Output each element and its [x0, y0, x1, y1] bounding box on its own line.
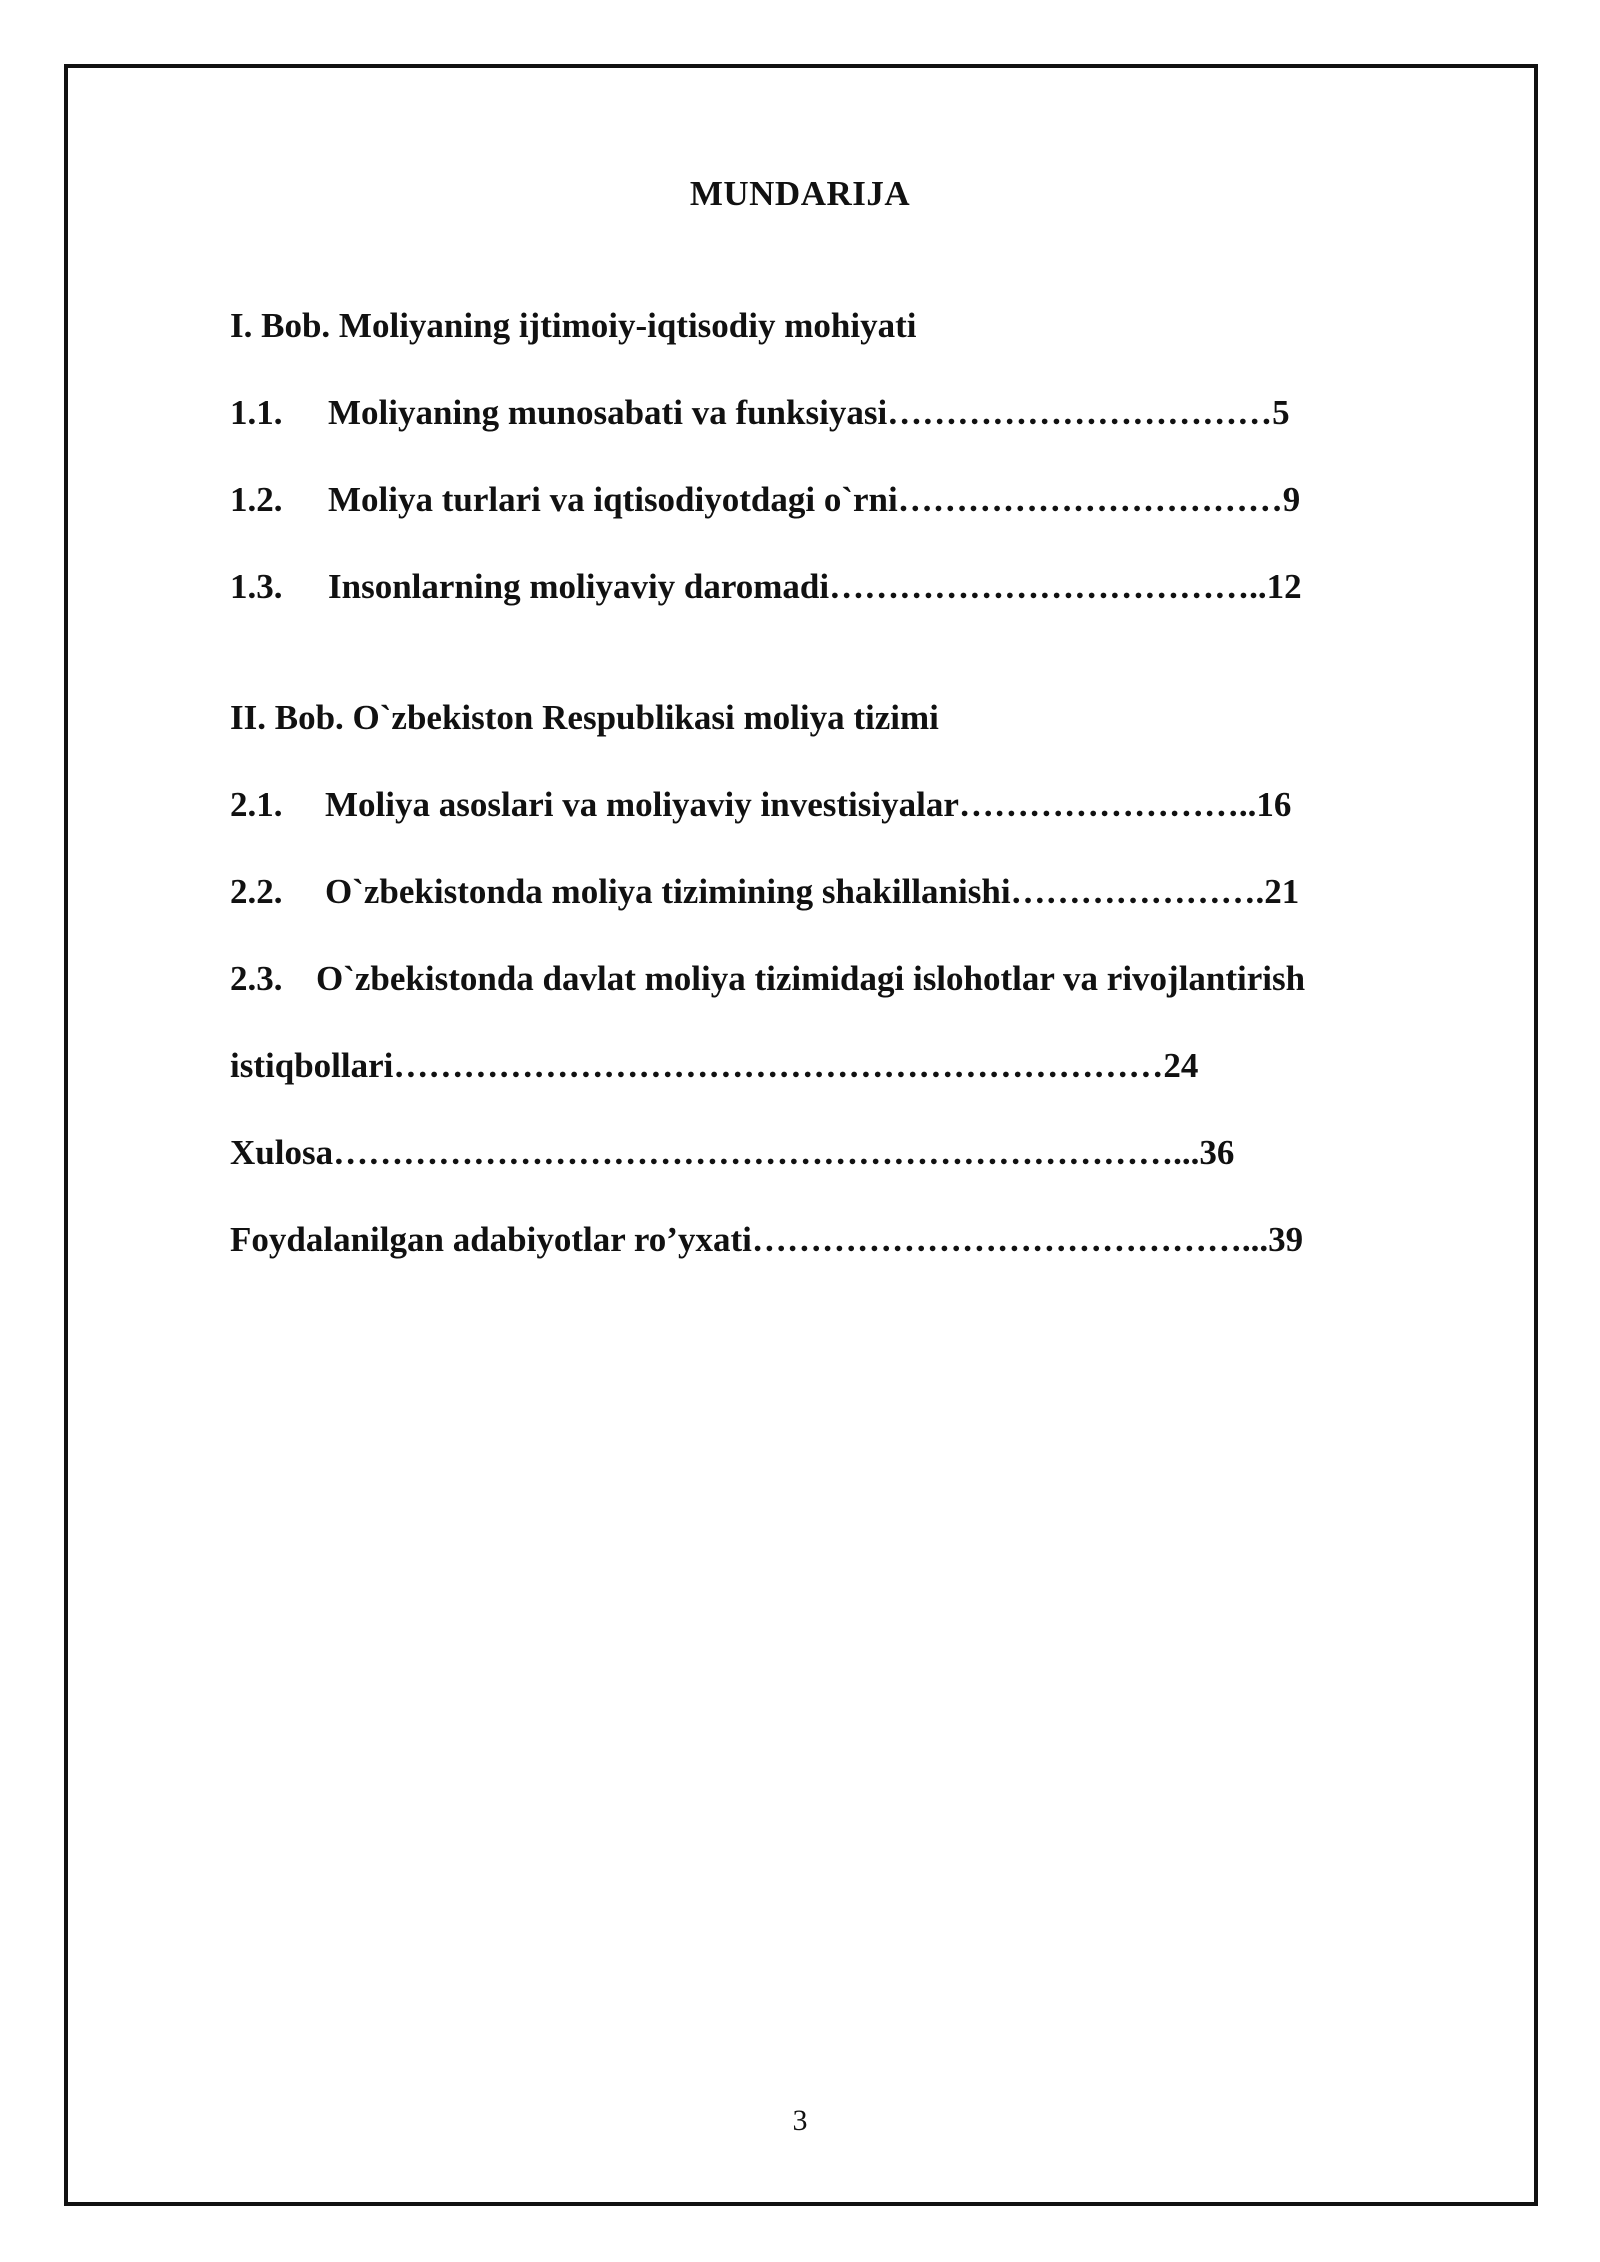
chapter-1-heading: I. Bob. Moliyaning ijtimoiy-iqtisodiy mohiyati [230, 306, 917, 345]
toc-entry-number: 1.3. [230, 567, 283, 606]
toc-entry-number: 1.1. [230, 393, 283, 432]
toc-entry-text: Moliya asoslari va moliyaviy investisiyalar……………………..16 [325, 785, 1292, 824]
toc-entry-text: Moliya turlari va iqtisodiyotdagi o`rni……………………………9 [328, 480, 1301, 519]
toc-entry-1-2 [230, 478, 1300, 522]
toc-entry-2-3-continuation: istiqbollari…………………………………………………………24 [230, 1046, 1199, 1085]
toc-entry-text: Insonlarning moliyaviy daromadi………………………………..12 [328, 567, 1302, 606]
toc-entry-1-1 [230, 391, 1290, 435]
toc-entry-2-2 [230, 870, 1299, 914]
toc-entry-number: 2.2. [230, 872, 283, 911]
toc-entry-1-3 [230, 565, 1302, 609]
toc-entry-number: 2.3. [230, 959, 283, 998]
toc-entry-number: 2.1. [230, 785, 283, 824]
chapter-2-heading: II. Bob. O`zbekiston Respublikasi moliya tizimi [230, 698, 939, 737]
toc-entry-2-1 [230, 783, 1291, 827]
toc-entry-2-3 [230, 957, 1305, 1001]
page-title: MUNDARIJA [689, 174, 911, 213]
page-number: 3 [792, 2104, 808, 2137]
toc-entry-conclusion: Xulosa………………………………………………………………...36 [230, 1133, 1235, 1172]
toc-entry-number: 1.2. [230, 480, 283, 519]
toc-entry-text: O`zbekistonda moliya tizimining shakillanishi………………….21 [325, 872, 1300, 911]
toc-entry-text: Moliyaning munosabati va funksiyasi……………………………5 [328, 393, 1290, 432]
toc-entry-text: O`zbekistonda davlat moliya tizimidagi islohotlar va rivojlantirish [316, 959, 1306, 998]
toc-entry-references: Foydalanilgan adabiyotlar ro’yxati……………………………………...39 [230, 1220, 1304, 1259]
